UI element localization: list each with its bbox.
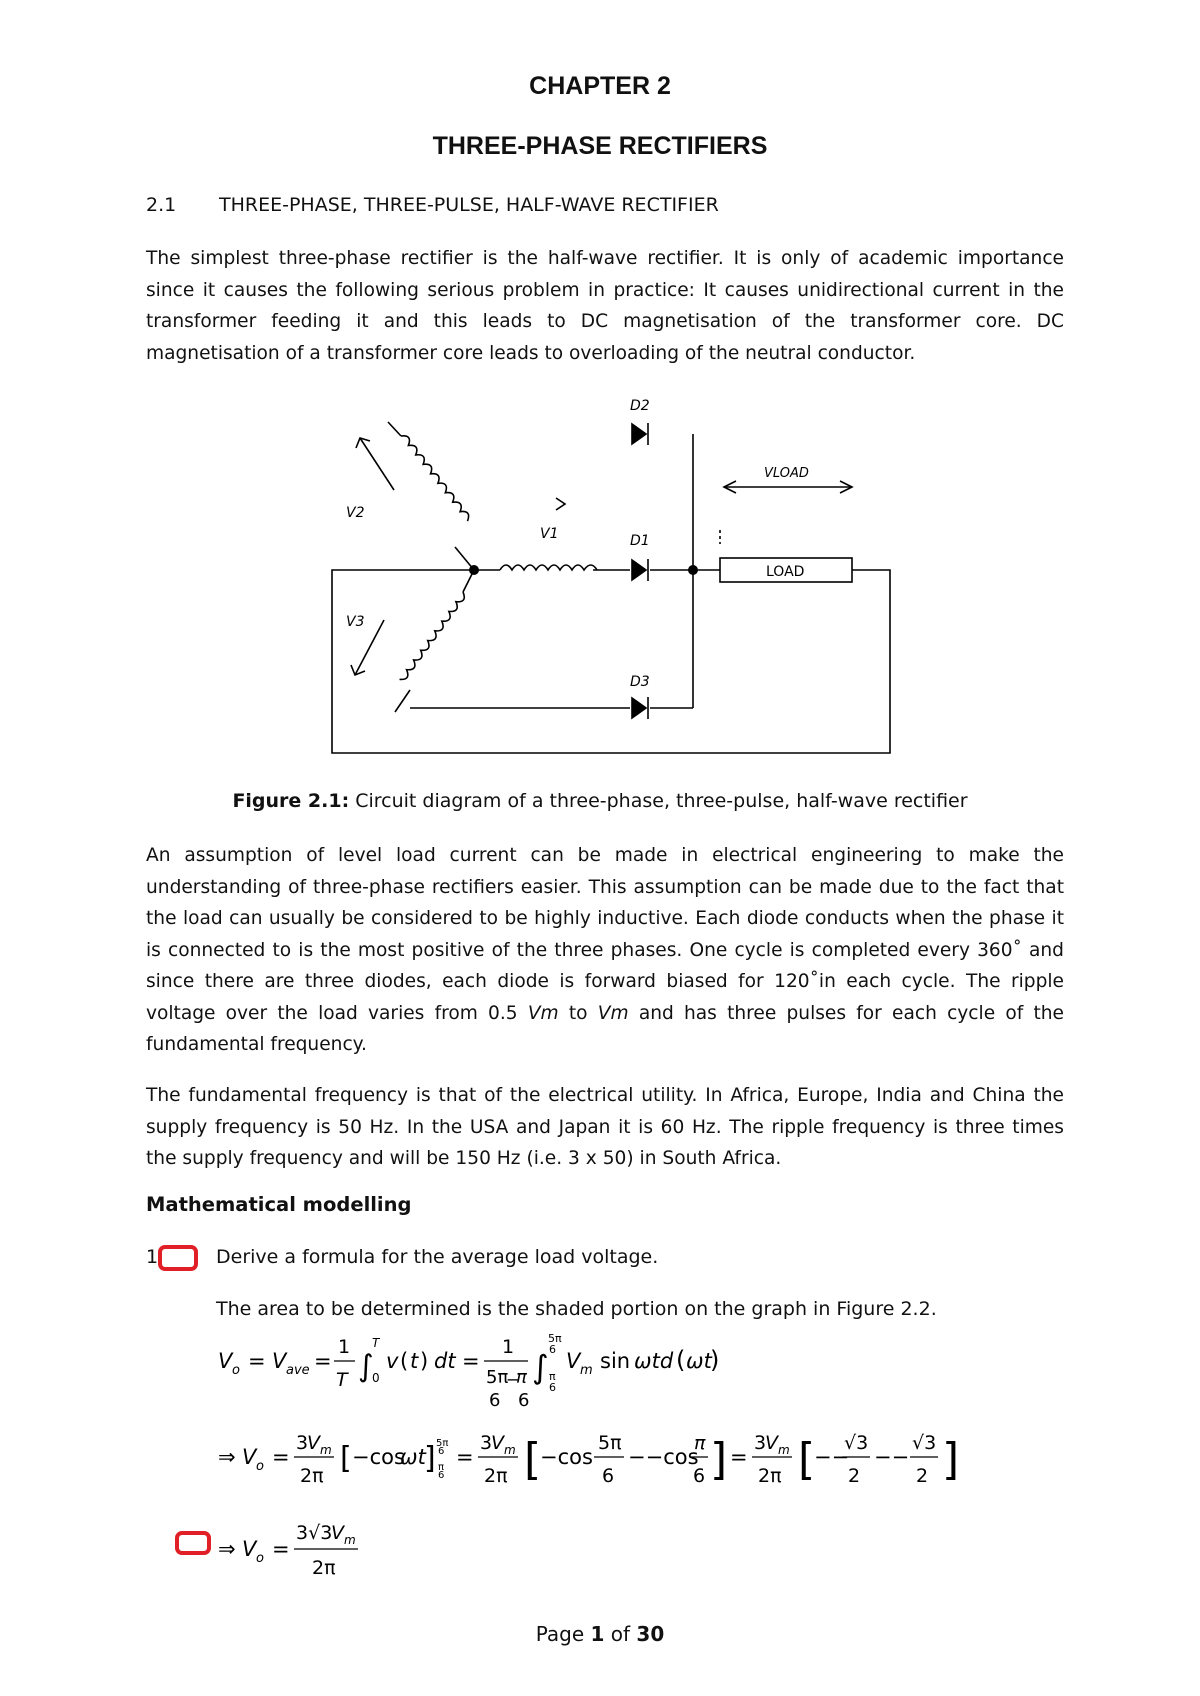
- svg-text:2π: 2π: [758, 1465, 782, 1487]
- diode-d2: [632, 423, 648, 445]
- svg-text:T: T: [372, 1336, 380, 1350]
- svg-text:T: T: [336, 1369, 348, 1391]
- svg-text:=: =: [314, 1349, 332, 1373]
- svg-text:6: 6: [489, 1390, 501, 1410]
- assumption-text-1: An assumption of level load current can be made in electrical engineering to make the understanding of three-phase rectifiers easier. This assumption can be made due to the fact that the load can usually be considered to be highly inductive. Each diode conducts when the phase it is connected to is the most positive of the three phases. One cycle is completed every 360˚ and since there are three diodes, each diode is forward biased for 120˚in each cycle. The ripple voltage over the load varies from 0.5: [146, 845, 1064, 1024]
- svg-text:o: o: [232, 1363, 240, 1378]
- coil-v2: [401, 433, 471, 521]
- svg-text:6: 6: [438, 1446, 445, 1457]
- frequency-paragraph: The fundamental frequency is that of the electrical utility. In Africa, Europe, India and China the supply frequency is 50 Hz. In the USA and Japan it is 60 Hz. The ripple frequency is three times the supply frequency and will be 150 Hz (i.e. 3 x 50) in South Africa.: [146, 1085, 1064, 1169]
- svg-text:V: V: [242, 1537, 257, 1561]
- wire-v2-end: [388, 422, 401, 436]
- assumption-paragraph: [146, 840, 1064, 1061]
- svg-text:3: 3: [480, 1432, 493, 1454]
- label-d2: D2: [630, 398, 650, 414]
- svg-text:6: 6: [549, 1343, 556, 1356]
- svg-text:]: ]: [710, 1434, 728, 1485]
- svg-text:t: t: [410, 1349, 419, 1373]
- svg-text:2π: 2π: [484, 1465, 508, 1487]
- svg-text:ωt: ωt: [686, 1349, 712, 1373]
- section-number: 2.1: [146, 194, 177, 216]
- circuit-diagram: [300, 390, 920, 770]
- svg-text:−cos: −cos: [540, 1445, 593, 1469]
- svg-text:2π: 2π: [312, 1557, 336, 1579]
- wire-outer-loop: [332, 570, 890, 753]
- svg-text:dt: dt: [434, 1349, 456, 1373]
- svg-text:=: =: [272, 1537, 290, 1561]
- svg-text:m: m: [504, 1443, 516, 1457]
- svg-text:√3: √3: [912, 1432, 937, 1454]
- svg-text:ave: ave: [286, 1363, 310, 1378]
- svg-text:1: 1: [502, 1336, 515, 1358]
- svg-text:5π: 5π: [436, 1438, 449, 1449]
- footer-prefix: Page: [535, 1622, 591, 1646]
- svg-text:V: V: [491, 1432, 504, 1454]
- svg-text:=: =: [272, 1445, 290, 1469]
- svg-text:3: 3: [754, 1432, 767, 1454]
- label-vload: VLOAD: [764, 466, 809, 481]
- svg-text:]: ]: [942, 1434, 960, 1485]
- figure-label: Figure 2.1:: [232, 790, 350, 812]
- svg-text:−cos: −cos: [352, 1445, 405, 1469]
- page-footer: [0, 1622, 1200, 1646]
- svg-text:V: V: [272, 1349, 287, 1373]
- step-text: Derive a formula for the average load voltage.: [216, 1246, 659, 1268]
- svg-text:0: 0: [372, 1371, 380, 1385]
- svg-text:6: 6: [518, 1390, 530, 1410]
- vm-symbol-2: Vm: [597, 1002, 629, 1024]
- svg-text:⇒: ⇒: [218, 1537, 236, 1561]
- svg-text:6: 6: [438, 1470, 445, 1481]
- step-number: 1: [146, 1246, 159, 1268]
- diode-d3: [632, 697, 648, 719]
- svg-text:]: ]: [424, 1441, 436, 1476]
- svg-text:∫: ∫: [358, 1349, 374, 1384]
- footer-middle: of: [604, 1622, 637, 1646]
- svg-text:−: −: [506, 1370, 520, 1389]
- svg-text:ωtd: ωtd: [634, 1349, 674, 1373]
- svg-text:6: 6: [549, 1381, 556, 1394]
- svg-text:=: =: [456, 1445, 474, 1469]
- svg-text:5π: 5π: [598, 1432, 622, 1454]
- footer-current-page: 1: [590, 1622, 605, 1646]
- vm-symbol-1: Vm: [527, 1002, 559, 1024]
- svg-text:∫: ∫: [532, 1348, 549, 1386]
- svg-text:⇒: ⇒: [218, 1445, 236, 1469]
- svg-text:[: [: [340, 1441, 352, 1476]
- chapter-heading: CHAPTER 2: [529, 72, 671, 100]
- svg-text:π: π: [549, 1370, 556, 1383]
- svg-text:−−: −−: [874, 1445, 910, 1469]
- neutral-junction: [469, 565, 479, 575]
- svg-text:o: o: [256, 1551, 264, 1566]
- equation-vo-result: [210, 1508, 410, 1590]
- svg-text:V: V: [566, 1349, 581, 1373]
- svg-text:π: π: [438, 1462, 445, 1473]
- svg-text:1: 1: [338, 1336, 351, 1358]
- svg-text:m: m: [580, 1363, 593, 1378]
- assumption-to: to: [558, 1002, 598, 1024]
- svg-text:=: =: [730, 1445, 748, 1469]
- label-v3: V3: [346, 614, 365, 630]
- svg-text:π: π: [694, 1432, 706, 1454]
- svg-text:(: (: [400, 1349, 409, 1373]
- svg-text:2π: 2π: [300, 1465, 324, 1487]
- svg-text:5π: 5π: [548, 1332, 562, 1345]
- intro-paragraph: The simplest three-phase rectifier is the half-wave rectifier. It is only of academic importance since it causes the following serious problem in practice: It causes unidirectional current in the transformer feeding it and this leads to DC magnetisation of the transformer core. DC magnetisation of a transformer core leads to overloading of the neutral conductor.: [146, 248, 1064, 364]
- svg-text:V: V: [765, 1432, 778, 1454]
- svg-text:V: V: [331, 1522, 344, 1544]
- section-title: THREE-PHASE, THREE-PULSE, HALF-WAVE RECTIFIER: [219, 194, 719, 216]
- svg-text:[: [: [798, 1434, 816, 1485]
- label-d3: D3: [630, 674, 650, 690]
- svg-text:π: π: [516, 1367, 527, 1388]
- equation-vo-derivation: [210, 1416, 970, 1498]
- area-text: The area to be determined is the shaded portion on the graph in Figure 2.2.: [216, 1298, 937, 1320]
- svg-text:): ): [420, 1349, 429, 1373]
- label-v2: V2: [346, 505, 365, 521]
- chapter-title: THREE-PHASE RECTIFIERS: [432, 132, 768, 160]
- assumption-text-2: and has three pulses for each cycle of the fundamental frequency.: [146, 1002, 1064, 1055]
- svg-text:6: 6: [602, 1465, 615, 1487]
- coil-v1: [500, 565, 597, 570]
- modelling-heading: Mathematical modelling: [146, 1193, 412, 1216]
- v1-arrow: [556, 498, 565, 510]
- svg-text:m: m: [778, 1443, 790, 1457]
- label-load: LOAD: [766, 564, 805, 580]
- svg-text:): ): [710, 1346, 720, 1374]
- svg-text:o: o: [256, 1459, 264, 1474]
- figure-caption-text: Circuit diagram of a three-phase, three-pulse, half-wave rectifier: [349, 790, 968, 812]
- coils: [400, 433, 597, 682]
- svg-text:6: 6: [693, 1465, 706, 1487]
- svg-text:=: =: [248, 1349, 266, 1373]
- svg-text:m: m: [344, 1533, 356, 1547]
- diode-d1: [632, 559, 648, 581]
- svg-text:V: V: [307, 1432, 320, 1454]
- label-v1: V1: [540, 526, 559, 542]
- annotation-marker-1: [158, 1245, 198, 1271]
- svg-text:=: =: [462, 1349, 480, 1373]
- svg-text:m: m: [320, 1443, 332, 1457]
- output-junction: [688, 565, 698, 575]
- svg-text:(: (: [676, 1346, 686, 1374]
- svg-text:2: 2: [848, 1465, 861, 1487]
- svg-text:3√3: 3√3: [296, 1522, 333, 1544]
- svg-text:√3: √3: [844, 1432, 869, 1454]
- svg-text:[: [: [524, 1434, 542, 1485]
- equation-vo-integral: [210, 1320, 730, 1410]
- svg-text:2: 2: [916, 1465, 929, 1487]
- svg-text:v: v: [386, 1349, 399, 1373]
- coil-v3: [400, 592, 468, 682]
- svg-text:−−: −−: [814, 1445, 850, 1469]
- label-d1: D1: [630, 533, 650, 549]
- svg-text:sin: sin: [600, 1349, 631, 1373]
- svg-text:V: V: [218, 1349, 233, 1373]
- svg-text:−−cos: −−cos: [628, 1445, 699, 1469]
- annotation-marker-2: [175, 1531, 211, 1555]
- svg-text:ωt: ωt: [400, 1445, 426, 1469]
- svg-text:3: 3: [296, 1432, 309, 1454]
- svg-text:5π: 5π: [486, 1367, 509, 1388]
- footer-total-pages: 30: [636, 1622, 665, 1646]
- v2-arrow: [360, 438, 394, 490]
- wire-v3-end: [395, 690, 410, 712]
- figure-caption: [0, 790, 1200, 812]
- svg-text:V: V: [242, 1445, 257, 1469]
